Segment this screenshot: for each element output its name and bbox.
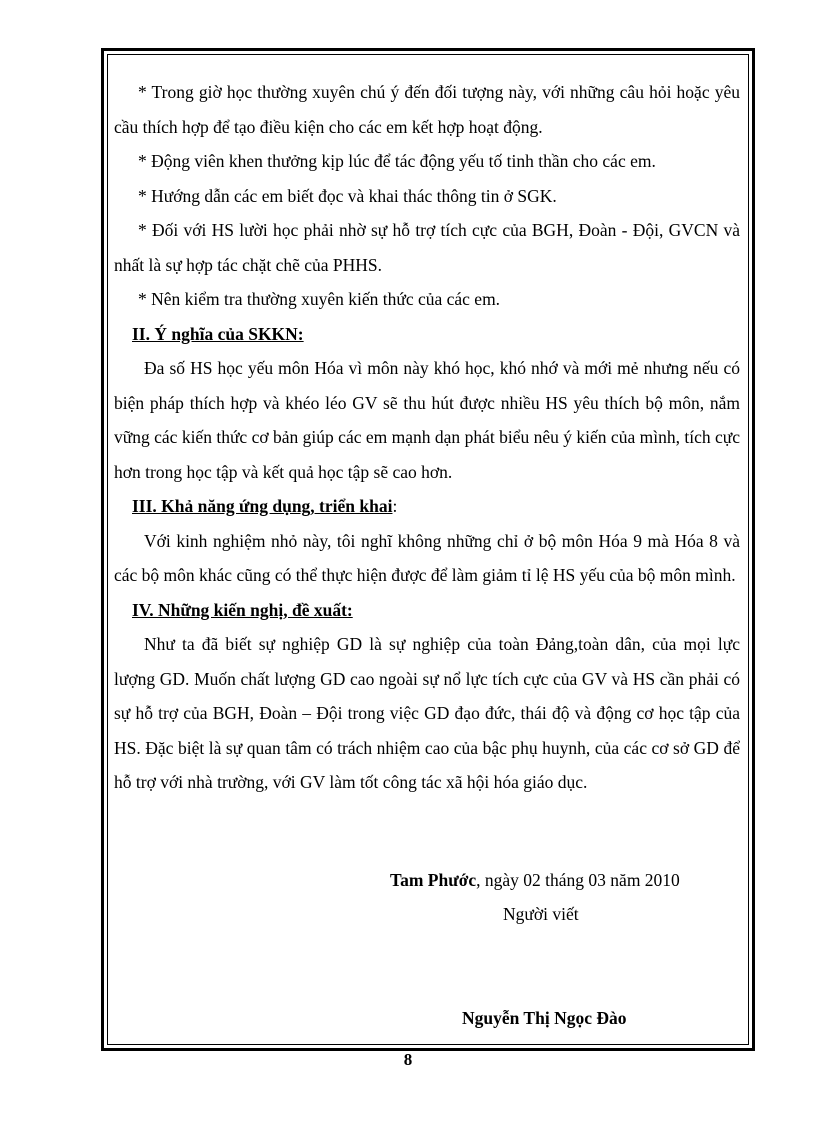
signature-place-date: [390, 870, 680, 891]
section-body: Như ta đã biết sự nghiệp GD là sự nghiệp của toàn Đảng,toàn dân, của mọi lực lượng GD. Muốn chất lượng GD cao ngoài sự nổ lực tích cực của GV và HS cần phải có sự hỗ trợ của BGH, Đoàn – Đội trong việc GD đạo đức, thái độ và động cơ học tập của HS. Đặc biệt là sự quan tâm có trách nhiệm cao của bậc phụ huynh, của các cơ sở GD để hỗ trợ với nhà trường, với GV làm tốt công tác xã hội hóa giáo dục.: [114, 634, 740, 792]
section-body: Với kinh nghiệm nhỏ này, tôi nghĩ không những chỉ ở bộ môn Hóa 9 mà Hóa 8 và các bộ môn khác cũng có thể thực hiện được để làm giảm tỉ lệ HS yếu của bộ môn mình.: [114, 530, 740, 585]
heading-suffix: :: [392, 496, 398, 516]
page-number: 8: [403, 1050, 413, 1069]
bullet-paragraph: * Đối với HS lười học phải nhờ sự hỗ trợ tích cực của BGH, Đoàn - Đội, GVCN và nhất là sự hợp tác chặt chẽ của PHHS.: [114, 220, 740, 275]
signature-name: Nguyễn Thị Ngọc Đào: [462, 1008, 627, 1028]
bullet-paragraph: * Hướng dẫn các em biết đọc và khai thác thông tin ở SGK.: [138, 185, 557, 206]
document-body: [114, 75, 740, 800]
bullet-paragraph: * Trong giờ học thường xuyên chú ý đến đối tượng này, với những câu hỏi hoặc yêu cầu thích hợp để tạo điều kiện cho các em kết hợp hoạt động.: [114, 82, 740, 137]
section-heading: [114, 593, 740, 628]
section-heading: [114, 489, 740, 524]
section-heading-text: III. Khả năng ứng dụng, triển khai: [132, 496, 393, 516]
bullet-paragraph: * Nên kiểm tra thường xuyên kiến thức của các em.: [138, 289, 501, 309]
section-heading-text: II. Ý nghĩa của SKKN:: [132, 323, 304, 344]
section-body: Đa số HS học yếu môn Hóa vì môn này khó học, khó nhớ và mới mẻ nhưng nếu có biện pháp thích hợp và khéo léo GV sẽ thu hút được nhiều HS yêu thích bộ môn, nắm vững các kiến thức cơ bản giúp các em mạnh dạn phát biểu nêu ý kiến của mình, tích cực hơn trong học tập và kết quả học tập sẽ cao hơn.: [114, 358, 740, 482]
section-heading: [114, 317, 740, 352]
signature-place: Tam Phước: [390, 870, 477, 890]
signature-date: , ngày 02 tháng 03 năm 2010: [476, 870, 680, 890]
bullet-paragraph: * Động viên khen thưởng kịp lúc để tác động yếu tố tinh thần cho các em.: [138, 151, 656, 171]
section-heading-text: IV. Những kiến nghị, đề xuất:: [132, 599, 353, 620]
signature-role: Người viết: [503, 904, 579, 924]
